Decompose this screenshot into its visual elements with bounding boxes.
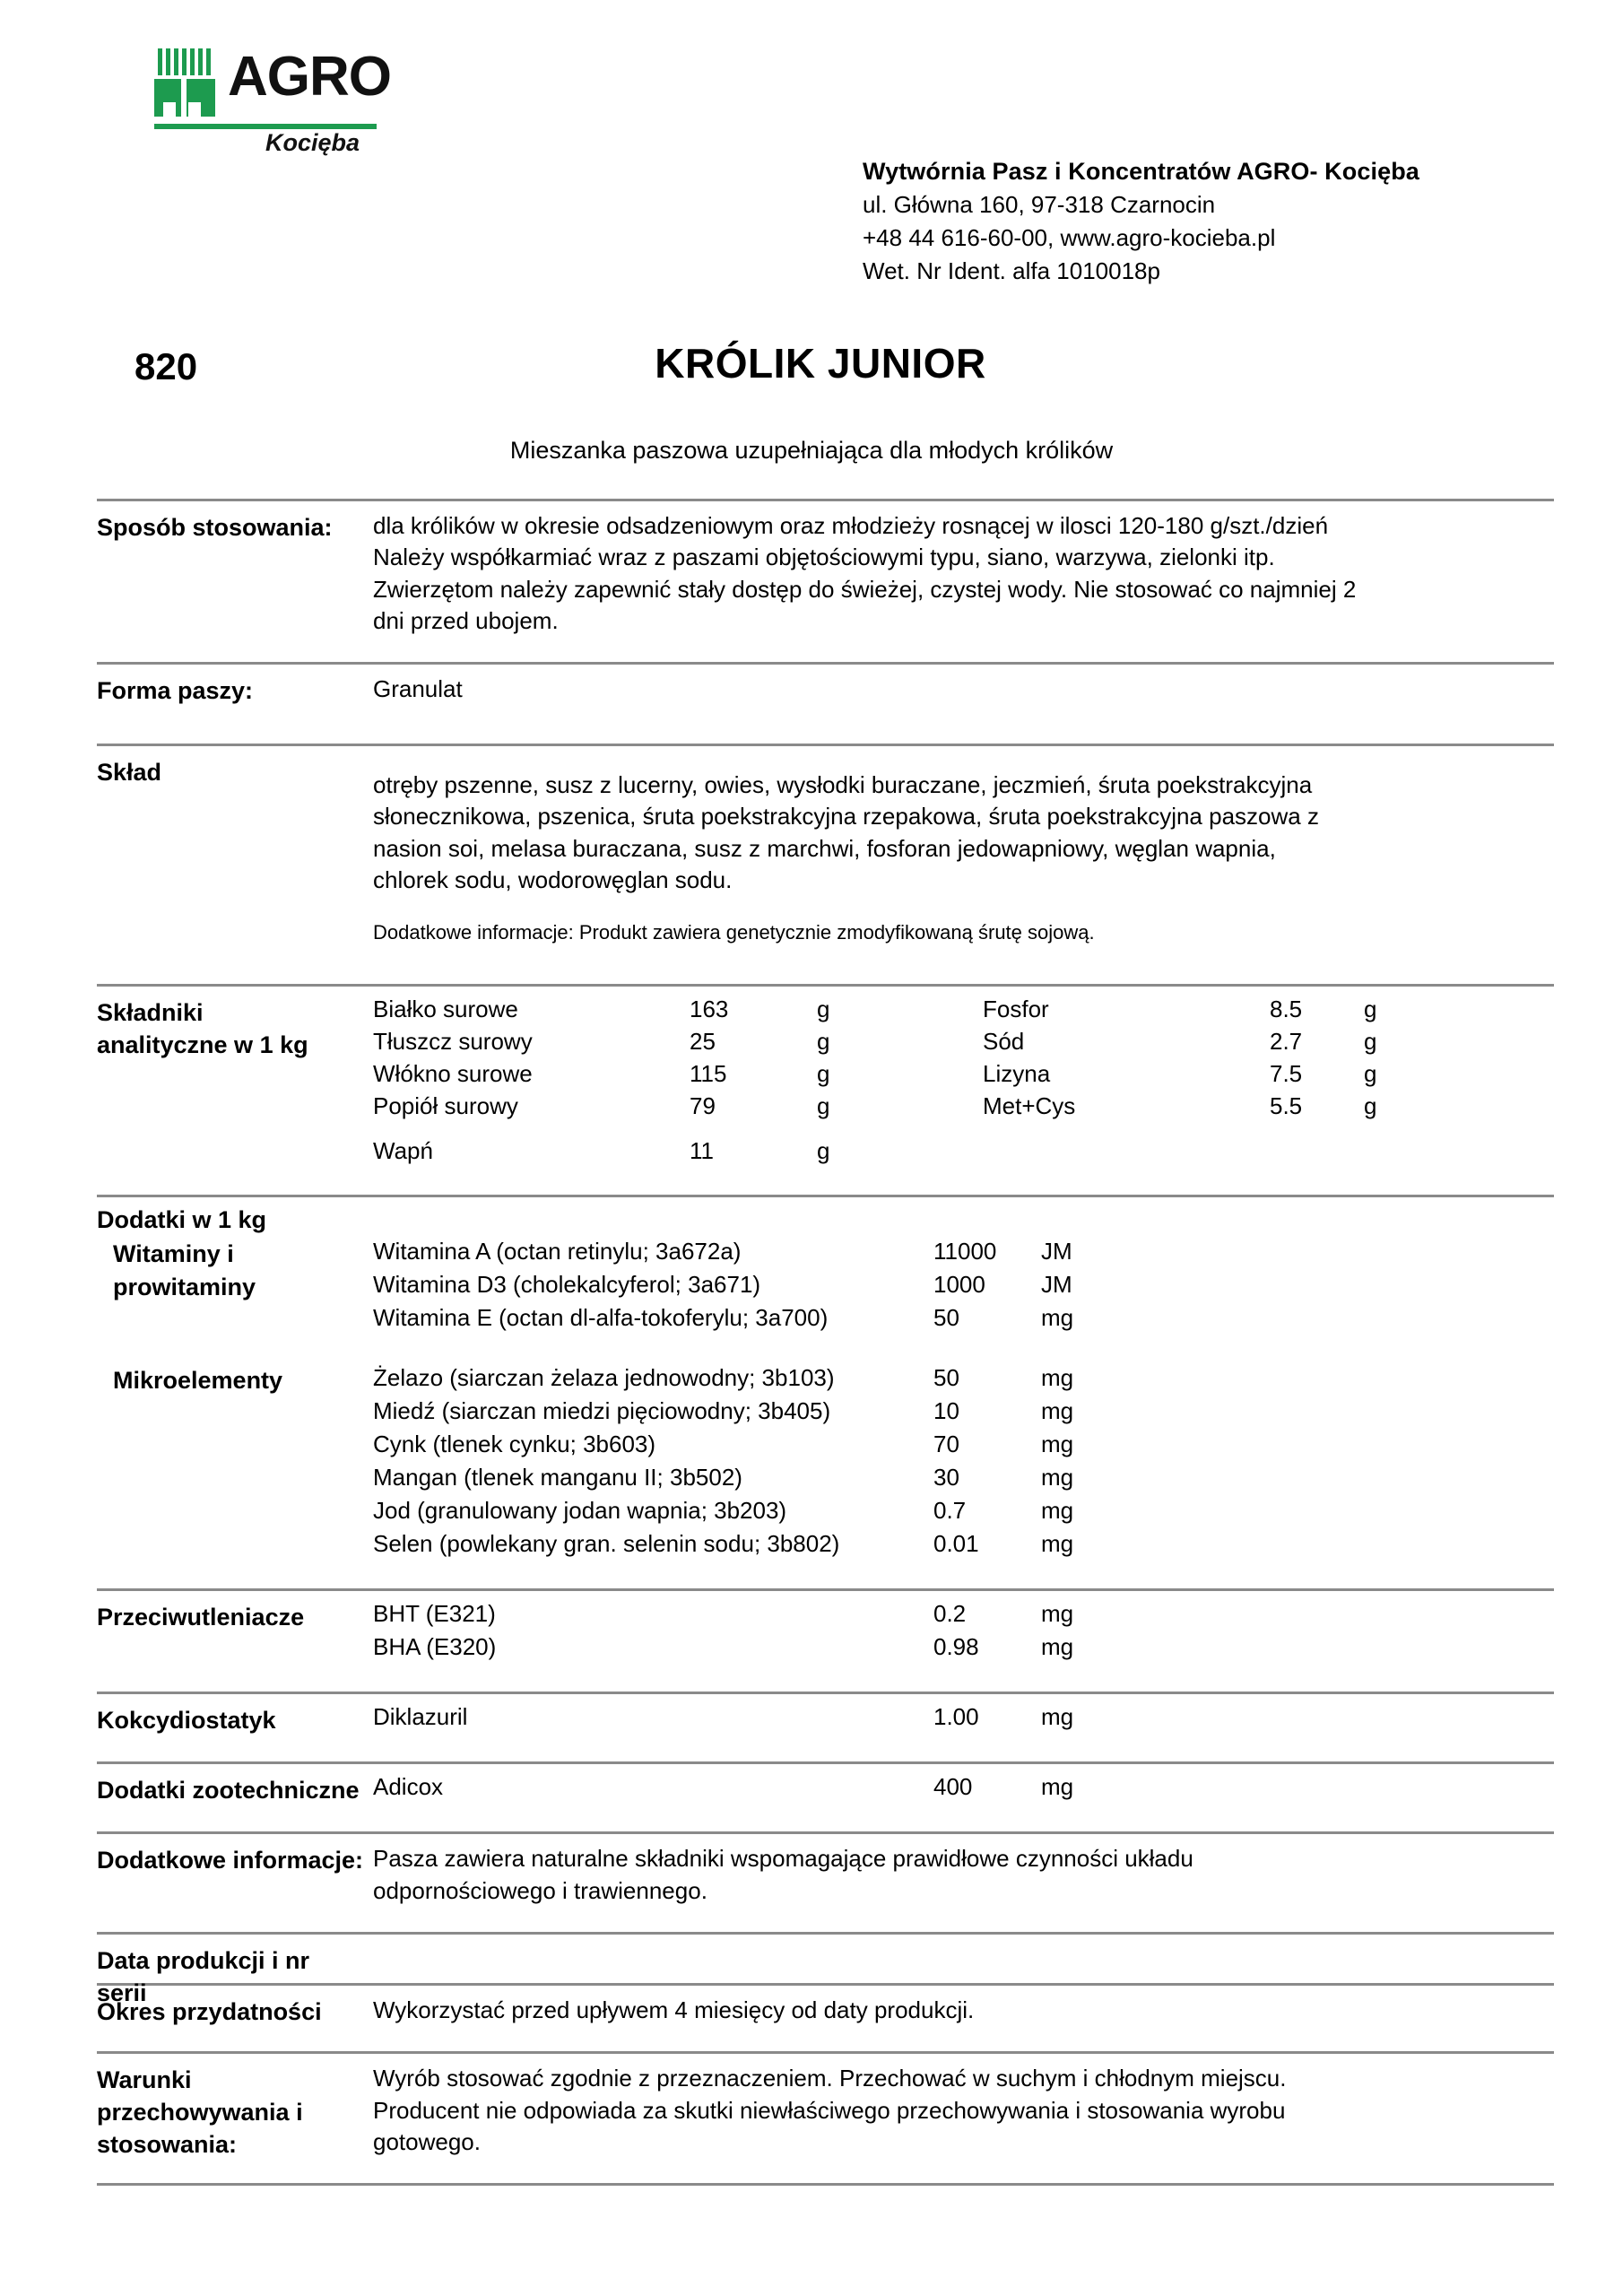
constituent-unit: g [817,996,830,1023]
additives-heading: Dodatki w 1 kg [97,1206,267,1234]
constituent-value: 163 [690,996,729,1023]
table-row [373,1028,1554,1060]
antioxidant-name: BHT (E321) [373,1600,496,1628]
storage-label-line1: Warunki [97,2066,192,2094]
table-row [373,1530,1554,1563]
table-row [373,1060,1554,1092]
additive-unit: mg [1041,1464,1074,1492]
composition-line: nasion soi, melasa buraczana, susz z marchwi, fosforan jedowapniowy, węglan wapnia, [373,834,1276,862]
logo-subtitle: Kocięba [265,129,360,156]
additive-value: 30 [933,1464,959,1492]
composition-label: Skład [97,758,162,786]
zootechnical-label: Dodatki zootechniczne [97,1777,360,1805]
storage-label-line2: przechowywania i [97,2099,303,2126]
additive-value: 70 [933,1431,959,1458]
additive-value: 50 [933,1304,959,1332]
section-antioxidants [97,1591,1554,1692]
constituent-value: 79 [690,1092,716,1120]
additive-unit: mg [1041,1397,1074,1425]
section-usage [97,501,1554,662]
additive-name: Witamina D3 (cholekalcyferol; 3a671) [373,1271,761,1299]
constituent-value: 7.5 [1270,1060,1303,1088]
constituent-value: 11 [690,1137,714,1165]
logo-mark-icon [152,47,222,120]
storage-line: Producent nie odpowiada za skutki niewłaściwego przechowywania i stosowania wyrobu [373,2096,1286,2124]
storage-label [97,2065,366,2161]
company-contact: +48 44 616-60-00, www.agro-kocieba.pl [863,224,1276,252]
constituent-name: Popiół surowy [373,1092,518,1120]
antioxidants-label: Przeciwutleniacze [97,1604,305,1631]
table-row [373,996,1554,1028]
shelf-life-body [373,1995,1554,2026]
table-row [373,1238,1554,1271]
production-date-label: Data produkcji i nr serii [97,1946,310,2006]
table-row [373,1304,1554,1337]
constituent-name: Met+Cys [983,1092,1076,1120]
usage-body [373,510,1554,637]
coccidiostat-value: 1.00 [933,1703,979,1731]
additive-unit: mg [1041,1530,1074,1558]
additives-group-vitamins [97,1238,1554,1337]
production-date-value [373,1944,1554,1958]
additive-unit: mg [1041,1431,1074,1458]
shelf-life-value: Wykorzystać przed upływem 4 miesięcy od daty produkcji. [373,1996,975,2023]
extra-info-label: Dodatkowe informacje: [97,1847,364,1874]
zootechnical-unit: mg [1041,1773,1074,1801]
constituent-value: 5.5 [1270,1092,1303,1120]
additive-name: Mangan (tlenek manganu II; 3b502) [373,1464,742,1492]
additive-unit: mg [1041,1364,1074,1392]
extra-info-line: odpornościowego i trawiennego. [373,1876,707,1904]
additive-value: 0.7 [933,1497,967,1525]
constituent-name: Tłuszcz surowy [373,1028,533,1056]
constituent-value: 8.5 [1270,996,1303,1023]
section-coccidiostat [97,1694,1554,1761]
additive-value: 0.01 [933,1530,979,1558]
table-row [373,1497,1554,1530]
constituent-unit: g [1364,996,1377,1023]
vitamins-label-line1: Witaminy i [113,1240,234,1268]
company-name: Wytwórnia Pasz i Koncentratów AGRO- Kocięba [863,158,1419,185]
constituent-name: Włókno surowe [373,1060,533,1088]
additive-value: 1000 [933,1271,985,1299]
additive-name: Witamina E (octan dl-alfa-tokoferylu; 3a700) [373,1304,829,1332]
table-row [373,1271,1554,1304]
composition-line: chlorek sodu, wodorowęglan sodu. [373,865,733,893]
feed-form-value: Granulat [373,675,463,703]
table-row [373,1703,1554,1736]
feed-form-body [373,674,1554,705]
additive-name: Witamina A (octan retinylu; 3a672a) [373,1238,742,1265]
product-code: 820 [135,345,198,387]
page-title: KRÓLIK JUNIOR [655,340,986,387]
section-analytical-constituents [97,987,1554,1195]
coccidiostat-name: Diklazuril [373,1703,468,1731]
section-feed-form [97,665,1554,743]
antioxidant-value: 0.2 [933,1600,967,1628]
section-zootechnical-additives [97,1764,1554,1831]
analytical-label [97,997,366,1062]
composition-body [373,755,1554,946]
constituent-unit: g [1364,1060,1377,1088]
table-row [373,1600,1554,1633]
company-address: ul. Główna 160, 97-318 Czarnocin [863,191,1216,219]
antioxidant-name: BHA (E320) [373,1633,497,1661]
composition-note: Dodatkowe informacje: Produkt zawiera genetycznie zmodyfikowaną śrutę sojową. [373,921,1095,944]
additive-value: 50 [933,1364,959,1392]
section-composition [97,746,1554,984]
composition-line: słonecznikowa, pszenica, śruta poekstrakcyjna rzepakowa, śruta poekstrakcyjna paszowa z [373,803,1319,831]
analytical-label-line2: analityczne w 1 kg [97,1031,308,1059]
extra-info-line: Pasza zawiera naturalne składniki wspomagające prawidłowe czynności układu [373,1845,1193,1873]
additive-value: 10 [933,1397,959,1425]
constituent-name: Fosfor [983,996,1049,1023]
vitamins-label-line2: prowitaminy [113,1273,256,1300]
table-row [373,1464,1554,1497]
antioxidant-unit: mg [1041,1633,1074,1661]
composition-line: otręby pszenne, susz z lucerny, owies, wysłodki buraczane, jeczmień, śruta poekstrakcyjna [373,770,1313,798]
additive-unit: mg [1041,1497,1074,1525]
constituent-unit: g [817,1060,830,1088]
document-header [0,0,1623,285]
additive-name: Cynk (tlenek cynku; 3b603) [373,1431,656,1458]
section-shelf-life [97,1986,1554,2051]
zootechnical-value: 400 [933,1773,973,1801]
coccidiostat-label: Kokcydiostatyk [97,1707,276,1735]
table-row [373,1431,1554,1464]
coccidiostat-unit: mg [1041,1703,1074,1731]
table-row [373,1773,1554,1806]
analytical-label-line1: Składniki [97,999,204,1027]
table-row [373,1633,1554,1666]
product-subtitle: Mieszanka paszowa uzupełniająca dla młodych królików [509,437,1114,464]
additive-value: 11000 [933,1238,997,1265]
vitamins-rows [373,1238,1554,1337]
vitamins-label [113,1238,373,1303]
constituent-unit: g [1364,1028,1377,1056]
storage-label-line3: stosowania: [97,2131,238,2159]
section-storage-conditions [97,2054,1554,2183]
company-details [863,154,1419,288]
constituent-unit: g [817,1137,830,1165]
agro-kocieba-logo [152,46,391,163]
section-extra-info [97,1834,1554,1932]
additive-unit: JM [1041,1238,1072,1265]
constituent-name: Wapń [373,1137,433,1165]
additive-unit: JM [1041,1271,1072,1299]
storage-line: gotowego. [373,2127,481,2155]
feed-form-label: Forma paszy: [97,677,254,705]
trace-elements-rows [373,1364,1554,1563]
usage-line: Zwierzętom należy zapewnić stały dostęp do świeżej, czystej wody. Nie stosować co najmniej 2 [373,575,1357,603]
table-row [373,1092,1554,1125]
antioxidant-unit: mg [1041,1600,1074,1628]
company-ident-number: Wet. Nr Ident. alfa 1010018p [863,257,1160,285]
zootechnical-name: Adicox [373,1773,444,1801]
additive-name: Jod (granulowany jodan wapnia; 3b203) [373,1497,787,1525]
constituent-unit: g [817,1028,830,1056]
extra-info-body [373,1843,1554,1907]
constituent-unit: g [817,1092,830,1120]
constituent-name: Sód [983,1028,1025,1056]
logo-wordmark: AGRO [228,46,391,108]
constituent-value: 115 [690,1060,727,1088]
antioxidant-value: 0.98 [933,1633,979,1661]
storage-line: Wyrób stosować zgodnie z przeznaczeniem. Przechować w suchym i chłodnym miejscu. [373,2065,1287,2092]
constituent-name: Białko surowe [373,996,518,1023]
trace-elements-label: Mikroelementy [113,1367,283,1395]
constituent-name: Lizyna [983,1060,1051,1088]
section-additives [97,1197,1554,1588]
table-row [373,1137,1554,1170]
storage-body [373,2063,1554,2158]
additive-name: Żelazo (siarczan żelaza jednowodny; 3b103) [373,1364,835,1392]
constituent-value: 2.7 [1270,1028,1303,1056]
additive-unit: mg [1041,1304,1074,1332]
additives-group-trace-elements [97,1364,1554,1563]
section-production-date [97,1935,1554,2006]
table-row [373,1397,1554,1431]
usage-label: Sposób stosowania: [97,514,333,541]
usage-line: dni przed ubojem. [373,607,559,635]
shelf-life-label: Okres przydatności [97,1997,322,2025]
additive-name: Miedź (siarczan miedzi pięciowodny; 3b405) [373,1397,831,1425]
usage-line: dla królików w okresie odsadzeniowym oraz młodzieży rosnącej w ilosci 120-180 g/szt./dzień [373,512,1329,539]
divider [97,2183,1554,2186]
analytical-grid [373,996,1554,1170]
constituent-value: 25 [690,1028,716,1056]
table-row [373,1364,1554,1397]
constituent-unit: g [1364,1092,1377,1120]
usage-line: Należy współkarmiać wraz z paszami objętościowymi typu, siano, warzywa, zielonki itp. [373,544,1275,571]
additive-name: Selen (powlekany gran. selenin sodu; 3b802) [373,1530,840,1558]
specification-table [97,499,1554,2186]
